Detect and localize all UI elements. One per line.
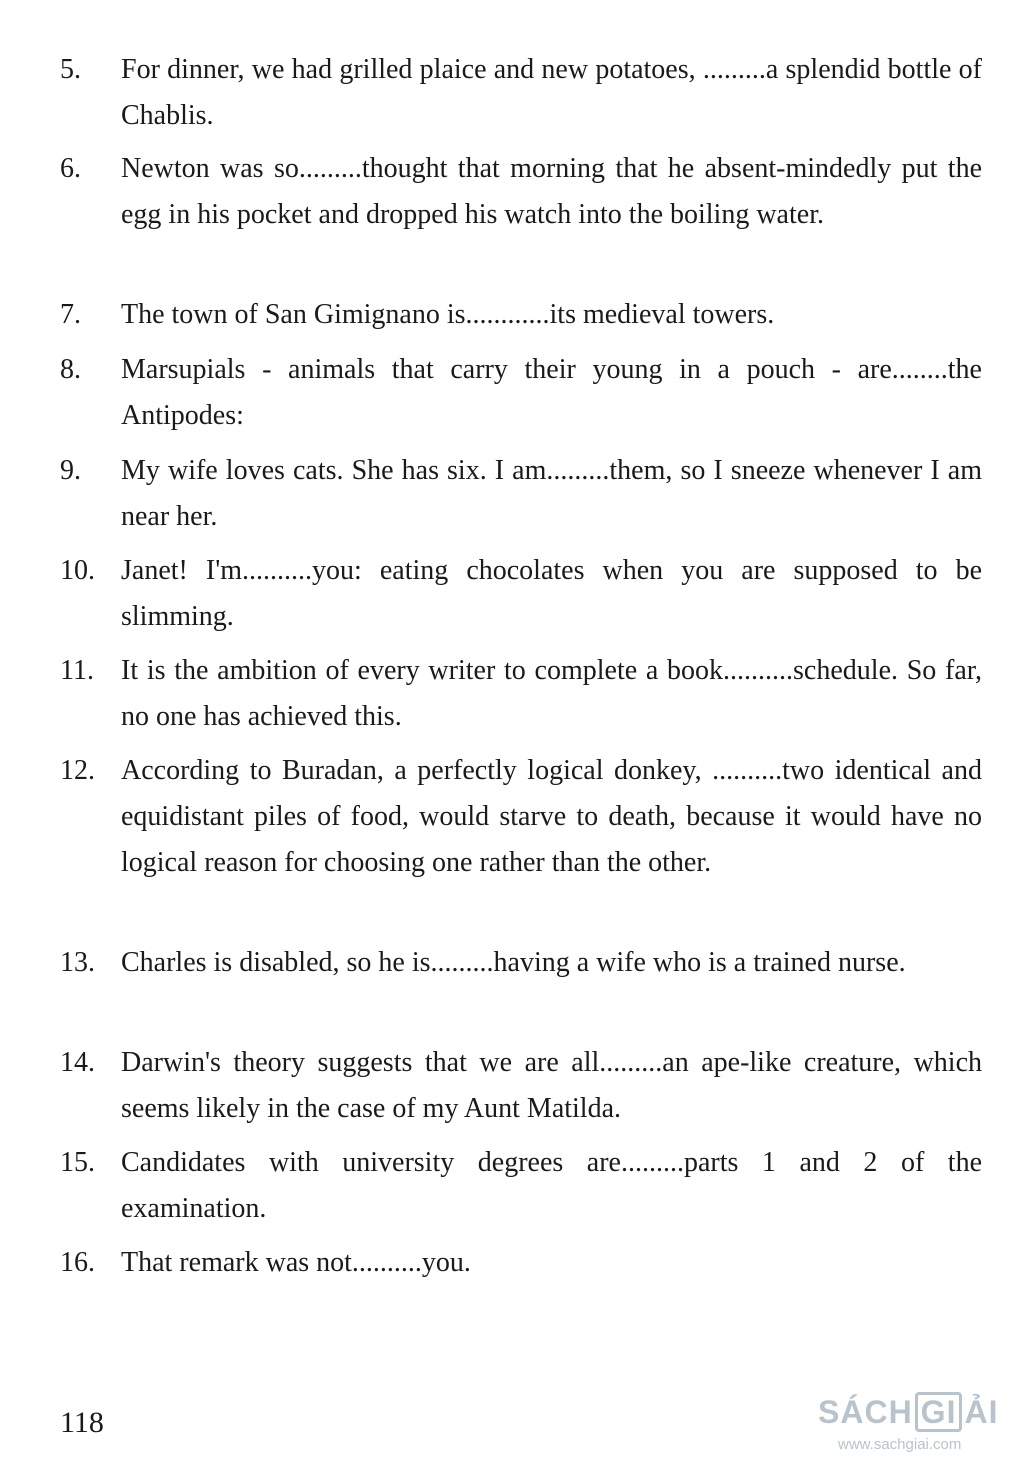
item-text: It is the ambition of every writer to complete a book..........schedule. So far, no one has achieved this. — [121, 655, 982, 732]
item-text: For dinner, we had grilled plaice and new potatoes, .........a splendid bottle of Chablis. — [121, 54, 982, 131]
page-number: 118 — [60, 1406, 104, 1439]
item-number: 12. — [60, 755, 95, 786]
exercise-item-6 — [60, 146, 982, 238]
exercise-item-15 — [60, 1140, 982, 1232]
item-text: Candidates with university degrees are.........parts 1 and 2 of the examination. — [121, 1147, 982, 1224]
item-number: 15. — [60, 1147, 95, 1178]
item-number: 11. — [60, 655, 94, 686]
exercise-item-11 — [60, 648, 982, 740]
logo-text-left: SÁCH — [818, 1393, 913, 1430]
item-text: Janet! I'm..........you: eating chocolates when you are supposed to be slimming. — [121, 555, 982, 632]
item-text: The town of San Gimignano is............its medieval towers. — [121, 299, 775, 330]
item-text: Newton was so.........thought that morning that he absent-mindedly put the egg in his pocket and dropped his watch into the boiling water. — [121, 153, 982, 230]
item-number: 10. — [60, 555, 95, 586]
exercise-item-16 — [60, 1240, 982, 1286]
item-text: According to Buradan, a perfectly logical donkey, ..........two identical and equidistant piles of food, would starve to death, because it would have no logical reason for choosing one rather than the other. — [121, 755, 982, 878]
item-text: My wife loves cats. She has six. I am.........them, so I sneeze whenever I am near her. — [121, 455, 982, 532]
item-number: 6. — [60, 153, 81, 184]
exercise-item-10 — [60, 548, 982, 640]
exercise-item-8 — [60, 347, 982, 439]
item-text: Marsupials - animals that carry their young in a pouch - are........the Antipodes: — [121, 354, 982, 431]
exercise-item-5 — [60, 47, 982, 139]
sachgiai-watermark — [818, 1392, 1018, 1472]
watermark-url: www.sachgiai.com — [838, 1436, 962, 1453]
exercise-item-7 — [60, 292, 982, 338]
item-number: 7. — [60, 299, 81, 330]
item-number: 13. — [60, 947, 95, 978]
item-text: Charles is disabled, so he is.........having a wife who is a trained nurse. — [121, 947, 906, 978]
item-text: Darwin's theory suggests that we are all.........an ape-like creature, which seems likely in the case of my Aunt Matilda. — [121, 1047, 982, 1124]
item-number: 5. — [60, 54, 81, 85]
exercise-item-9 — [60, 448, 982, 540]
logo-text-right: ẢI — [964, 1393, 999, 1430]
item-text: That remark was not..........you. — [121, 1247, 471, 1278]
logo-text-boxed: GI — [915, 1392, 963, 1432]
item-number: 8. — [60, 354, 81, 385]
exercise-item-13 — [60, 940, 982, 986]
sachgiai-logo — [818, 1392, 1018, 1432]
item-number: 9. — [60, 455, 81, 486]
item-number: 14. — [60, 1047, 95, 1078]
item-number: 16. — [60, 1247, 95, 1278]
exercise-item-14 — [60, 1040, 982, 1132]
exercise-item-12 — [60, 748, 982, 886]
